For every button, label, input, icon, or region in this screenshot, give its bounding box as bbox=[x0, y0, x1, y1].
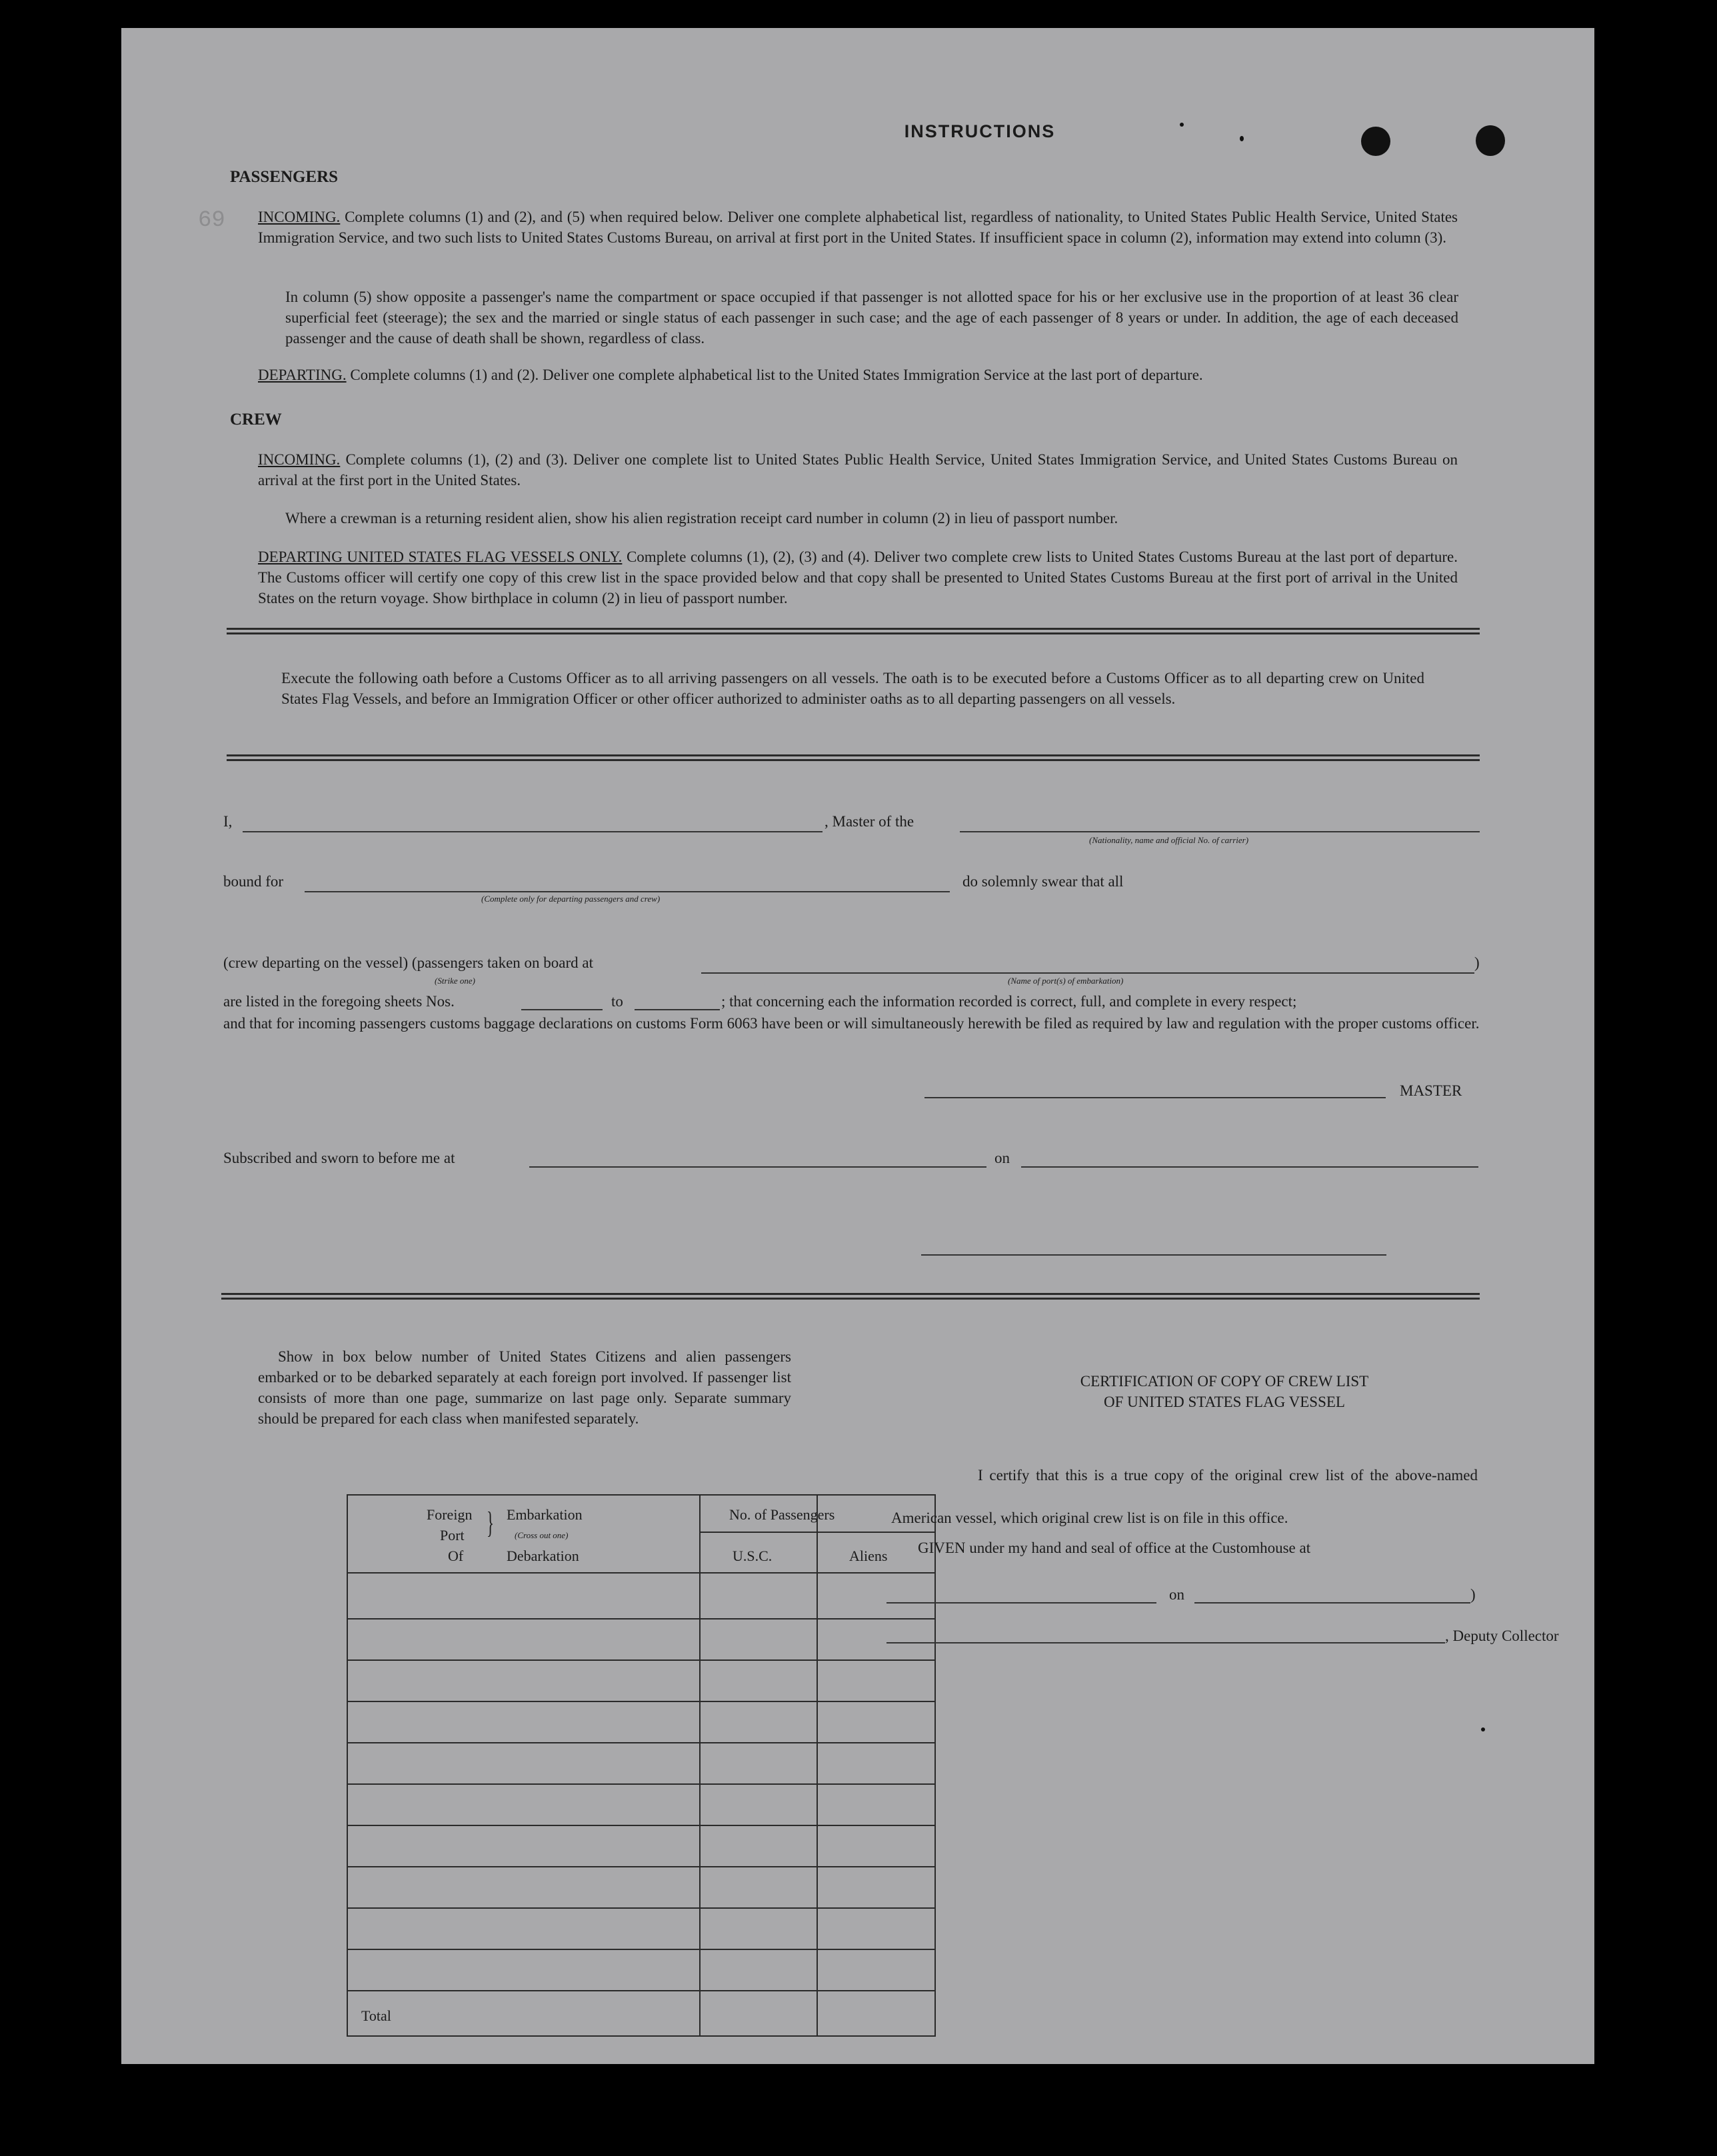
sworn-date-field[interactable] bbox=[1021, 1166, 1478, 1168]
crew-departing-text: Complete columns (1), (2), (3) and (4). Deliver two complete crew lists to United States Customs Bureau at the last port of departure. The Customs officer will certify one copy of this crew list in the space provided below and that copy shall be presented to United States Customs Bureau at the first port of arrival in the United States on the return voyage. Show birthplace in column (2) in lieu of passport number. bbox=[258, 548, 1458, 606]
col-foreign: Foreign bbox=[427, 1506, 473, 1523]
divider-2 bbox=[227, 754, 1480, 761]
passengers-incoming-label: INCOMING. bbox=[258, 209, 341, 225]
passengers-incoming-paragraph bbox=[258, 207, 1458, 248]
officer-signature-field[interactable] bbox=[921, 1254, 1386, 1256]
crew-departing-label: (crew departing on the vessel) (passengers taken on board at bbox=[223, 954, 593, 971]
bound-for-field[interactable] bbox=[305, 891, 950, 892]
embarkation-ports-field[interactable] bbox=[701, 972, 1474, 974]
listed-sheets-label: are listed in the foregoing sheets Nos. bbox=[223, 993, 455, 1010]
col-usc: U.S.C. bbox=[733, 1548, 773, 1564]
table-row-line bbox=[348, 1783, 934, 1785]
ink-speck bbox=[1240, 136, 1244, 141]
listed-baggage-text: and that for incoming passengers customs baggage declarations on customs Form 6063 have been or will simultaneously herewith be filed as required by law and regulation with the proper customs officer. bbox=[223, 1015, 1480, 1032]
cert-close-paren: ) bbox=[1470, 1586, 1476, 1603]
certification-title-line2: OF UNITED STATES FLAG VESSEL bbox=[1104, 1394, 1345, 1410]
table-row-line bbox=[348, 1825, 934, 1826]
passengers-departing-text: Complete columns (1) and (2). Deliver one complete alphabetical list to the United States Immigration Service at the last port of departure. bbox=[350, 367, 1203, 383]
sheet-to-field[interactable] bbox=[635, 1009, 720, 1010]
certification-text: I certify that this is a true copy of the original crew list of the above-named American vessel, which original crew list is on file in this office. bbox=[891, 1467, 1478, 1526]
col-cross-out: (Cross out one) bbox=[515, 1530, 569, 1540]
sworn-on-label: on bbox=[994, 1150, 1010, 1166]
deputy-signature-field[interactable] bbox=[886, 1642, 1445, 1643]
given-text: GIVEN under my hand and seal of office at the Customhouse at bbox=[918, 1540, 1311, 1556]
ink-blot bbox=[1476, 125, 1505, 156]
ink-speck bbox=[1481, 1727, 1485, 1731]
subscribed-label: Subscribed and sworn to before me at bbox=[223, 1150, 455, 1166]
divider-3 bbox=[221, 1293, 1480, 1300]
oath-i-label: I, bbox=[223, 813, 233, 830]
table-row-line bbox=[348, 1572, 934, 1574]
complete-only-hint: (Complete only for departing passengers and crew) bbox=[481, 894, 661, 904]
nationality-hint: (Nationality, name and official No. of carrier) bbox=[1089, 835, 1249, 845]
passengers-departing-label: DEPARTING. bbox=[258, 367, 347, 383]
master-signature-field[interactable] bbox=[924, 1097, 1386, 1098]
col-passengers: No. of Passengers bbox=[729, 1506, 835, 1523]
col-debarkation: Debarkation bbox=[507, 1548, 579, 1564]
master-name-field[interactable] bbox=[243, 831, 823, 832]
cert-on-label: on bbox=[1169, 1586, 1184, 1603]
ink-blot bbox=[1361, 127, 1390, 156]
table-divider-usc bbox=[817, 1496, 818, 2035]
sworn-place-field[interactable] bbox=[529, 1166, 986, 1168]
cert-date-field[interactable] bbox=[1194, 1602, 1470, 1604]
master-label: MASTER bbox=[1400, 1082, 1462, 1099]
listed-continuation: ; that concerning each the information recorded is correct, full, and complete in every respect; bbox=[721, 993, 1297, 1010]
col-of: Of bbox=[448, 1548, 464, 1564]
passenger-summary-table bbox=[347, 1494, 936, 2037]
crew-departing-paragraph bbox=[258, 546, 1458, 608]
oath-close-paren: ) bbox=[1474, 954, 1480, 971]
divider-1 bbox=[227, 628, 1480, 634]
carrier-field[interactable] bbox=[960, 831, 1480, 832]
ports-hint: (Name of port(s) of embarkation) bbox=[1008, 976, 1124, 986]
crew-heading: CREW bbox=[230, 411, 282, 429]
sheet-from-field[interactable] bbox=[521, 1009, 603, 1010]
page-title: INSTRUCTIONS bbox=[904, 121, 1056, 141]
col-aliens: Aliens bbox=[849, 1548, 888, 1564]
crew-incoming-label: INCOMING. bbox=[258, 451, 341, 468]
crew-departing-label: DEPARTING UNITED STATES FLAG VESSELS ONLY. bbox=[258, 548, 623, 565]
table-total-label: Total bbox=[361, 2007, 391, 2024]
bound-for-label: bound for bbox=[223, 873, 284, 890]
deputy-collector-label: , Deputy Collector bbox=[1445, 1627, 1559, 1644]
oath-intro: Execute the following oath before a Customs Officer as to all arriving passengers on all vessels. The oath is to be executed before a Customs Officer as to all departing crew on United States Flag Vessels, and before an Immigration Officer or other officer authorized to administer oaths as to all departing passengers on all vessels. bbox=[281, 670, 1424, 707]
table-total-line bbox=[348, 1990, 934, 1991]
swear-label: do solemnly swear that all bbox=[962, 873, 1124, 890]
certification-title bbox=[958, 1371, 1491, 1412]
passengers-incoming-text: Complete columns (1) and (2), and (5) when required below. Deliver one complete alphabetical list, regardless of nationality, to United States Public Health Service, United States Immigration Service, and two such lists to United States Customs Bureau, on arrival at first port in the United States. If insufficient space in column (2), information may extend into column (3). bbox=[258, 209, 1458, 246]
customhouse-field[interactable] bbox=[886, 1602, 1156, 1604]
table-row-line bbox=[348, 1618, 934, 1619]
table-row-line bbox=[348, 1701, 934, 1702]
crew-resident-alien-paragraph: Where a crewman is a returning resident alien, show his alien registration receipt card number in column (2) in lieu of passport number. bbox=[285, 510, 1118, 527]
crew-incoming-text: Complete columns (1), (2) and (3). Deliver one complete list to United States Public Health Service, United States Immigration Service, and United States Customs Bureau on arrival at the first port in the United States. bbox=[258, 451, 1458, 489]
master-of-label: , Master of the bbox=[825, 813, 914, 830]
table-divider-port bbox=[699, 1496, 701, 2035]
passengers-heading: PASSENGERS bbox=[230, 168, 339, 186]
summary-instruction: Show in box below number of United States Citizens and alien passengers embarked or to be debarked separately at each foreign port involved. If passenger list consists of more than one page, summarize on last page only. Separate summary should be prepared for each class when manifested separately. bbox=[258, 1348, 791, 1427]
col-embarkation: Embarkation bbox=[507, 1506, 583, 1523]
crew-incoming-paragraph bbox=[258, 449, 1458, 491]
passengers-departing-paragraph bbox=[258, 365, 1458, 385]
brace-icon: } bbox=[487, 1506, 495, 1540]
faint-page-number: 69 bbox=[198, 208, 225, 233]
table-row-line bbox=[348, 1949, 934, 1950]
col-port: Port bbox=[440, 1527, 465, 1544]
listed-to-label: to bbox=[611, 993, 623, 1010]
form-page bbox=[121, 28, 1594, 2064]
table-row-line bbox=[348, 1659, 934, 1661]
strike-one-hint: (Strike one) bbox=[435, 976, 476, 986]
certification-title-line1: CERTIFICATION OF COPY OF CREW LIST bbox=[1080, 1373, 1369, 1390]
table-row-line bbox=[348, 1866, 934, 1867]
table-row-line bbox=[348, 1907, 934, 1909]
table-row-line bbox=[348, 1742, 934, 1743]
passengers-column5-paragraph: In column (5) show opposite a passenger's name the compartment or space occupied if that passenger is not allotted space for his or her exclusive use in the proportion of at least 36 clear superficial feet (steerage); the sex and the married or single status of each passenger in such case; and the age of each passenger of 8 years or under. In addition, the age of each deceased passenger and the cause of death shall be shown, regardless of class. bbox=[285, 289, 1458, 347]
ink-speck bbox=[1180, 123, 1184, 127]
